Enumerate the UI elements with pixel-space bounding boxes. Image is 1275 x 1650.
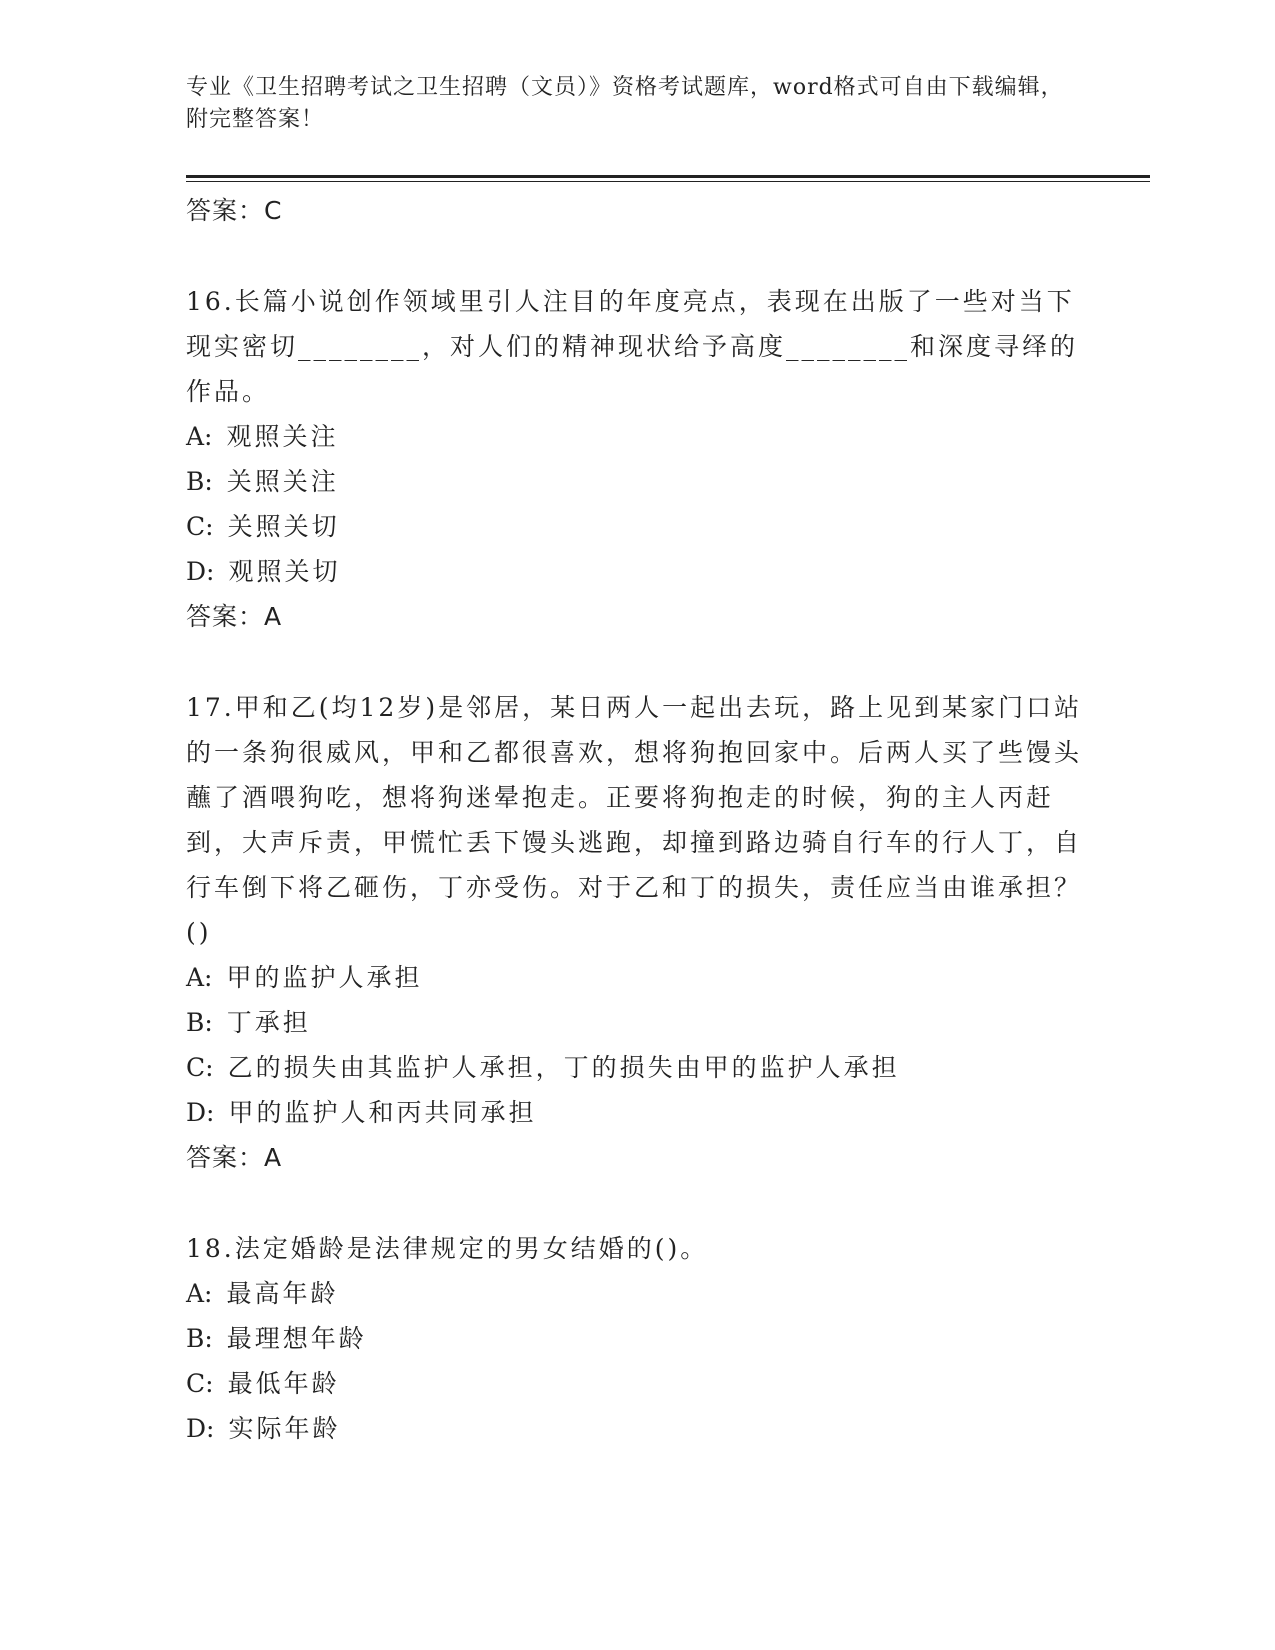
- option-letter: B:: [186, 467, 213, 496]
- option-text: 观照关注: [226, 422, 339, 451]
- option-text: 观照关切: [228, 557, 341, 586]
- option-a: [186, 414, 1086, 459]
- question-17: [186, 685, 1086, 1180]
- option-letter: D:: [186, 1414, 215, 1443]
- option-text: 实际年龄: [228, 1414, 341, 1443]
- question-stem: 17.甲和乙(均12岁)是邻居，某日两人一起出去玩，路上见到某家门口站的一条狗很威风，甲和乙都很喜欢，想将狗抱回家中。后两人买了些馒头蘸了酒喂狗吃，想将狗迷晕抱走。正要将狗抱走的时候，狗的主人丙赶到，大声斥责，甲慌忙丢下馒头逃跑，却撞到路边骑自行车的行人丁，自行车倒下将乙砸伤，丁亦受伤。对于乙和丁的损失，责任应当由谁承担？(): [186, 693, 1083, 947]
- option-letter: C:: [186, 1369, 214, 1398]
- option-d: [186, 1406, 1086, 1451]
- option-letter: A:: [186, 963, 213, 992]
- option-text: 甲的监护人承担: [226, 963, 423, 992]
- question-stem: 18.法定婚龄是法律规定的男女结婚的()。: [186, 1234, 709, 1263]
- answer-label: 答案：A: [186, 1143, 283, 1172]
- option-b: [186, 1000, 1086, 1045]
- option-b: [186, 459, 1086, 504]
- option-letter: D:: [186, 1098, 215, 1127]
- option-text: 丁承担: [226, 1008, 311, 1037]
- document-header: 专业《卫生招聘考试之卫生招聘（文员）》资格考试题库，word格式可自由下载编辑，附完整答案！: [186, 75, 1064, 132]
- question-stem: 16.长篇小说创作领域里引人注目的年度亮点，表现在出版了一些对当下现实密切________，对人们的精神现状给予高度________和深度寻绎的作品。: [186, 287, 1079, 406]
- option-text: 关照关注: [226, 467, 339, 496]
- question-list: [186, 188, 1086, 1451]
- option-text: 甲的监护人和丙共同承担: [228, 1098, 537, 1127]
- previous-answer: 答案：C: [186, 196, 283, 225]
- option-text: 最低年龄: [227, 1369, 340, 1398]
- option-a: [186, 955, 1086, 1000]
- option-text: 最理想年龄: [226, 1324, 367, 1353]
- option-c: [186, 1045, 1086, 1090]
- option-letter: B:: [186, 1324, 213, 1353]
- option-letter: D:: [186, 557, 215, 586]
- option-d: [186, 1090, 1086, 1135]
- option-text: 关照关切: [227, 512, 340, 541]
- question-16: [186, 279, 1086, 639]
- header-divider-thin: [186, 181, 1150, 182]
- option-text: 最高年龄: [226, 1279, 339, 1308]
- header-divider-thick: [186, 175, 1150, 178]
- option-letter: A:: [186, 1279, 213, 1308]
- option-letter: B:: [186, 1008, 213, 1037]
- answer-label: 答案：A: [186, 602, 283, 631]
- option-d: [186, 549, 1086, 594]
- option-letter: A:: [186, 422, 213, 451]
- option-a: [186, 1271, 1086, 1316]
- option-letter: C:: [186, 1053, 214, 1082]
- option-b: [186, 1316, 1086, 1361]
- option-c: [186, 1361, 1086, 1406]
- question-18: [186, 1226, 1086, 1451]
- option-letter: C:: [186, 512, 214, 541]
- option-text: 乙的损失由其监护人承担，丁的损失由甲的监护人承担: [227, 1053, 900, 1082]
- option-c: [186, 504, 1086, 549]
